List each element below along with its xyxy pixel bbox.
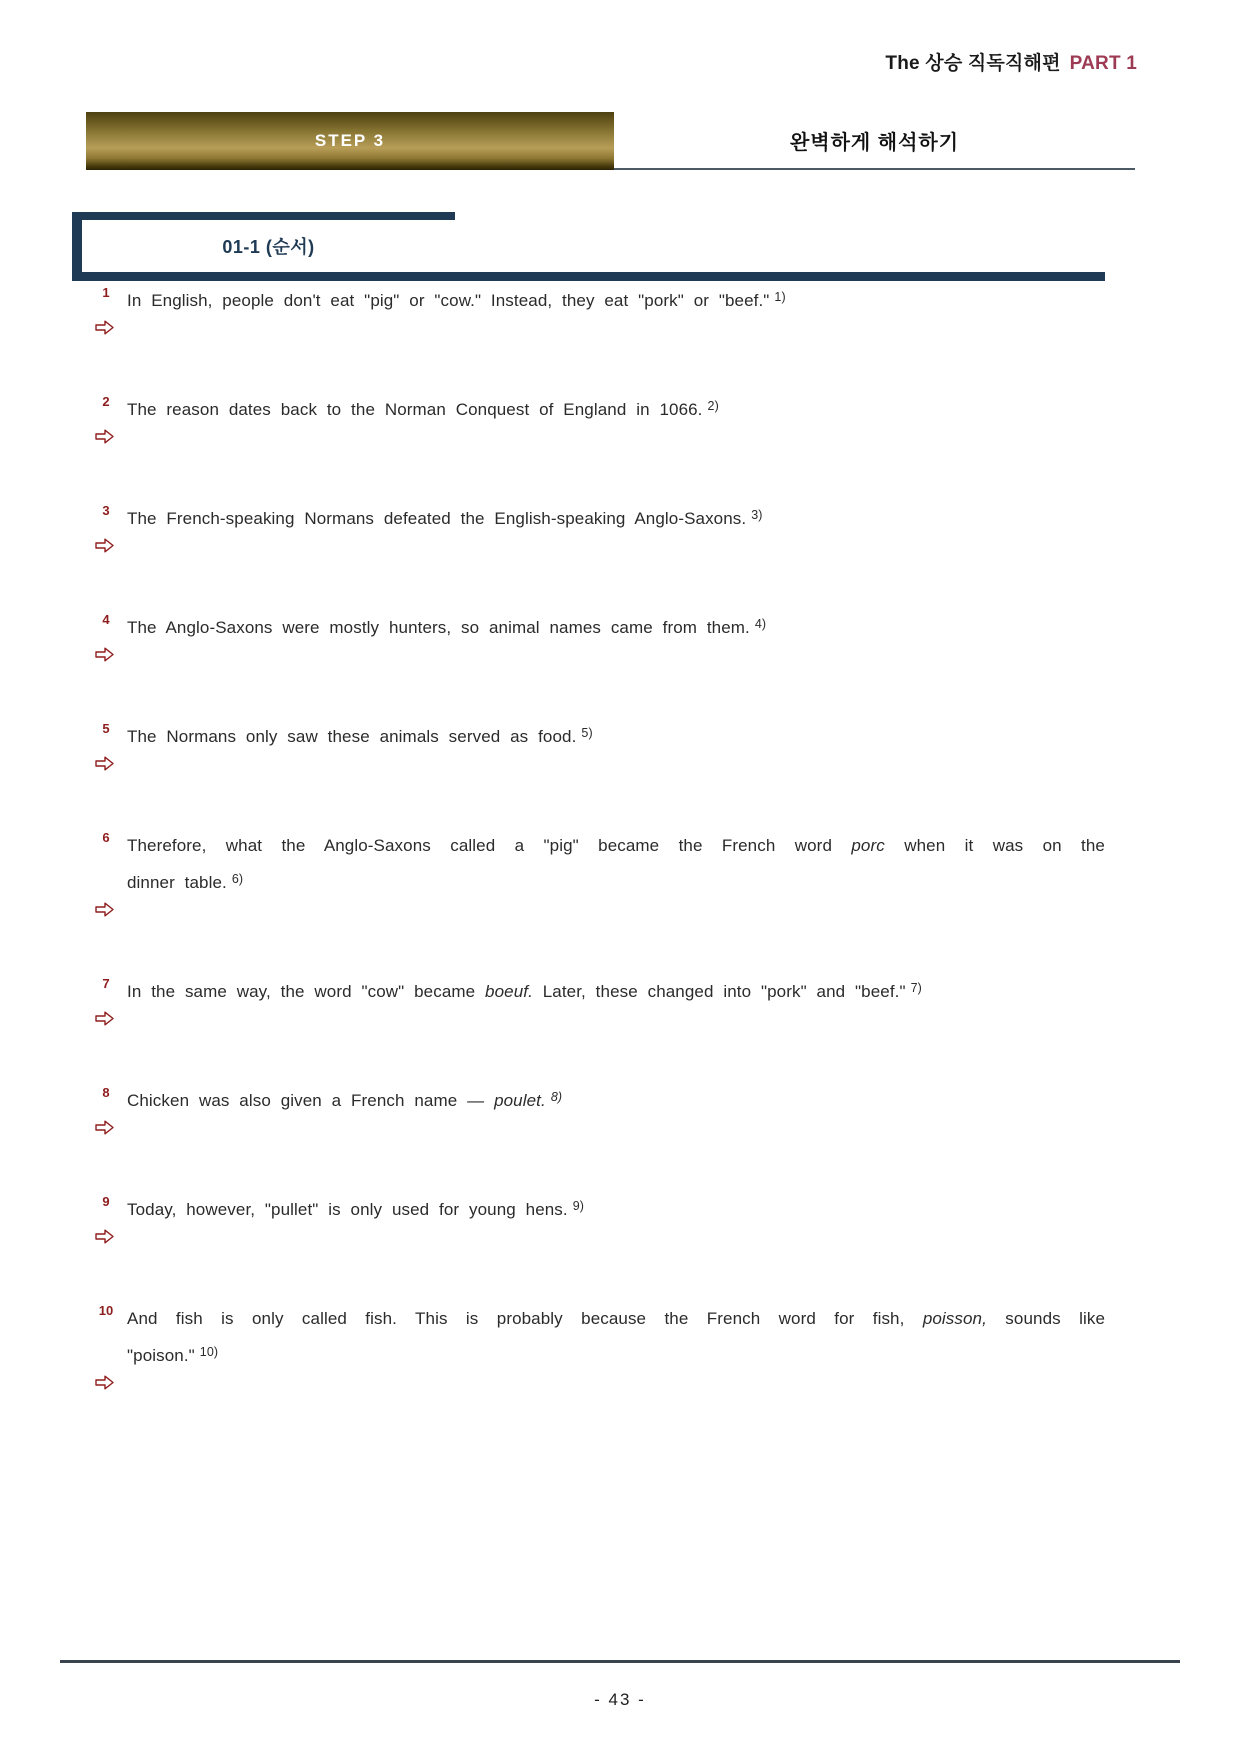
- sentence-segment: Today, however, "pullet" is only used for young hens.: [127, 1200, 568, 1219]
- sentence-text-line1: [127, 1306, 1105, 1332]
- sentence-text: [127, 506, 1105, 533]
- sentence-segment: sounds like: [986, 1309, 1105, 1328]
- french-word: boeuf.: [485, 982, 533, 1001]
- right-arrow-icon: [95, 1229, 114, 1244]
- step-subtitle: 완벽하게 해석하기: [614, 112, 1135, 170]
- sentence-segment: when it was on the: [884, 836, 1105, 855]
- sentence-text: [127, 1197, 1105, 1224]
- sentence-segment: "poison.": [127, 1346, 195, 1365]
- sentence-block-3: [0, 503, 1105, 555]
- sentence-block-8: [0, 1085, 1105, 1137]
- sentence-text-line2: [127, 1343, 1105, 1370]
- sentence-text: [127, 397, 1105, 424]
- sentence-segment: The French-speaking Normans defeated the English-speaking Anglo-Saxons.: [127, 509, 747, 528]
- sentence-block-9: [0, 1194, 1105, 1246]
- right-arrow-icon: [95, 538, 114, 553]
- translation-arrow: [95, 429, 1105, 446]
- right-arrow-icon: [95, 1120, 114, 1135]
- sentence-text: [127, 1088, 1105, 1115]
- translation-arrow: [95, 1011, 1105, 1028]
- right-arrow-icon: [95, 429, 114, 444]
- footnote-marker: 9): [572, 1199, 585, 1213]
- sentence-number: 4: [102, 612, 110, 627]
- book-title: The 상승 직독직해편: [885, 53, 1061, 74]
- section-bottom-bar: [72, 272, 1105, 281]
- sentence-block-2: [0, 394, 1105, 446]
- french-word: porc: [851, 836, 885, 855]
- section-left-bar: [72, 212, 82, 281]
- sentence-segment: And fish is only called fish. This is probably because the French word for fish,: [127, 1309, 923, 1328]
- page-number: - 43 -: [594, 1690, 646, 1709]
- section-top-bar: [82, 212, 455, 220]
- sentence-number: 10: [98, 1303, 114, 1318]
- footnote-marker: 3): [751, 508, 763, 522]
- sentence-segment: Therefore, what the Anglo-Saxons called a "pig" became the French word: [127, 836, 852, 855]
- sentence-segment: Later, these changed into "pork" and "beef.": [532, 982, 906, 1001]
- footnote-marker: 5): [581, 726, 593, 740]
- translation-arrow: [95, 1375, 1105, 1392]
- sentence-segment: In English, people don't eat "pig" or "cow." Instead, they eat "pork" or "beef.": [127, 291, 770, 310]
- footnote-marker: 4): [754, 617, 767, 631]
- translation-arrow: [95, 1229, 1105, 1246]
- sentence-segment: The Anglo-Saxons were mostly hunters, so animal names came from them.: [127, 618, 750, 637]
- sentence-segment: The reason dates back to the Norman Conquest of England in 1066.: [127, 400, 703, 419]
- sentence-text: [127, 724, 1105, 751]
- footnote-marker: 1): [774, 290, 786, 304]
- sentence-segment: The Normans only saw these animals served as food.: [127, 727, 577, 746]
- translation-arrow: [95, 538, 1105, 555]
- sentence-number: 6: [102, 830, 110, 845]
- footer-rule: [60, 1660, 1180, 1663]
- footnote-marker: 6): [231, 872, 244, 886]
- sentence-text-line2: [127, 870, 1105, 897]
- sentence-number: 5: [102, 721, 110, 736]
- step-banner: [86, 112, 614, 170]
- translation-arrow: [95, 1120, 1105, 1137]
- footnote-marker: 2): [707, 399, 719, 413]
- translation-arrow: [95, 756, 1105, 773]
- right-arrow-icon: [95, 756, 114, 771]
- step-label: STEP 3: [314, 131, 386, 150]
- french-word: poulet.: [494, 1091, 546, 1110]
- french-word: poisson,: [922, 1309, 987, 1328]
- translation-arrow: [95, 902, 1105, 919]
- sentence-block-5: [0, 721, 1105, 773]
- sentence-segment: Chicken was also given a French name —: [127, 1091, 495, 1110]
- right-arrow-icon: [95, 647, 114, 662]
- running-head: [0, 48, 1137, 75]
- sentence-text-line1: [127, 833, 1105, 859]
- sentence-number: 8: [102, 1085, 110, 1100]
- section-header: [72, 212, 1105, 281]
- right-arrow-icon: [95, 1375, 114, 1390]
- translation-arrow: [95, 320, 1105, 337]
- sentence-segment: In the same way, the word "cow" became: [127, 982, 486, 1001]
- translation-arrow: [95, 647, 1105, 664]
- sentence-number: 2: [102, 394, 110, 409]
- sentence-text: [127, 615, 1105, 642]
- right-arrow-icon: [95, 902, 114, 917]
- sentence-segment: dinner table.: [127, 873, 227, 892]
- sentence-text: [127, 288, 1105, 315]
- sentence-number: 1: [102, 285, 110, 300]
- sentence-number: 3: [102, 503, 110, 518]
- footnote-marker: 8): [550, 1090, 563, 1104]
- sentence-block-10: [0, 1303, 1105, 1392]
- sentence-number: 9: [102, 1194, 110, 1209]
- sentence-block-4: [0, 612, 1105, 664]
- section-title: 01-1 (순서): [222, 237, 315, 257]
- sentence-number: 7: [102, 976, 110, 991]
- right-arrow-icon: [95, 1011, 114, 1026]
- footnote-marker: 7): [910, 981, 922, 995]
- part-label: PART 1: [1069, 53, 1137, 74]
- sentence-list: [0, 285, 1105, 1452]
- right-arrow-icon: [95, 320, 114, 335]
- sentence-block-1: [0, 285, 1105, 337]
- sentence-block-6: [0, 830, 1105, 919]
- sentence-block-7: [0, 976, 1105, 1028]
- sentence-text: [127, 979, 1105, 1006]
- footnote-marker: 10): [199, 1345, 219, 1359]
